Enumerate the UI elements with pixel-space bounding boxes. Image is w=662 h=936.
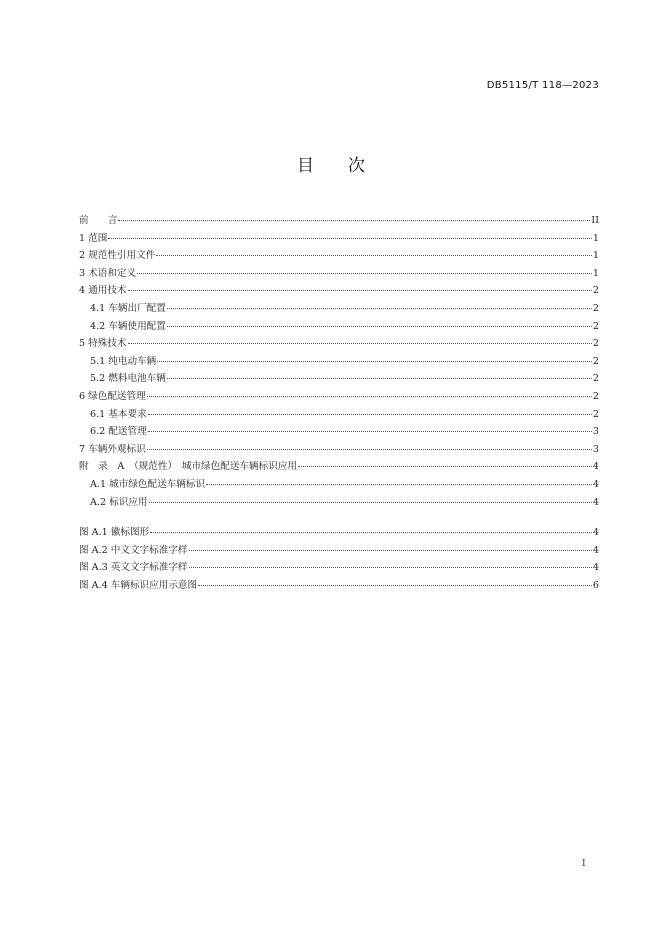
dot-leader [167, 326, 592, 327]
toc-entry-label: 4 通用技术 [79, 285, 127, 297]
toc-entry[interactable] [79, 318, 599, 336]
toc-entry[interactable] [79, 494, 599, 512]
dot-leader [148, 431, 592, 432]
figure-entry-label: 图 A.4 车辆标识应用示意图 [79, 579, 198, 591]
figure-entry-page-number: 4 [592, 562, 599, 574]
toc-entry-label: 7 车辆外观标识 [79, 443, 146, 455]
figure-list [79, 524, 599, 594]
toc-entry[interactable] [79, 388, 599, 406]
toc-entry-label: 6.1 基本要求 [90, 408, 147, 420]
dot-leader [137, 273, 592, 274]
toc-entry-page-number: 2 [592, 302, 599, 314]
page-title [0, 151, 662, 176]
figure-entry[interactable] [79, 542, 599, 560]
toc-entry[interactable] [79, 265, 599, 283]
figure-entry-page-number: 6 [592, 579, 599, 591]
toc-entry-label: 4.1 车辆出厂配置 [90, 302, 166, 314]
dot-leader [156, 255, 592, 256]
toc-entry-label: 5 特殊技术 [79, 338, 127, 350]
figure-entry-page-number: 4 [592, 527, 599, 538]
toc-entry-page-number: 4 [592, 478, 599, 490]
figure-entry-label: 图 A.1 徽标图形 [79, 527, 150, 538]
toc-entry-page-number: 2 [592, 408, 599, 420]
figure-entry[interactable] [79, 577, 599, 595]
toc-entry-page-number: 1 [592, 232, 599, 244]
toc-entry[interactable] [79, 423, 599, 441]
figure-entry-label: 图 A.3 英文文字标准字样 [79, 562, 188, 574]
toc-entry-label: 5.1 纯电动车辆 [90, 355, 157, 367]
toc-entry-page-number: 2 [592, 373, 599, 385]
toc-entry-label: 前 言 [79, 215, 118, 226]
dot-leader [149, 502, 592, 503]
dot-leader [128, 290, 592, 291]
figure-entry[interactable] [79, 524, 599, 542]
dot-leader [108, 238, 592, 239]
figure-entry-page-number: 4 [592, 544, 599, 556]
toc-entry-page-number: 4 [592, 461, 599, 473]
dot-leader [150, 532, 592, 533]
toc-entry[interactable] [79, 441, 599, 459]
toc-entry-page-number: 4 [592, 496, 599, 508]
dot-leader [189, 550, 592, 551]
toc-entry[interactable] [79, 230, 599, 248]
dot-leader [148, 414, 592, 415]
figure-entry[interactable] [79, 559, 599, 577]
toc-entry[interactable] [79, 300, 599, 318]
dot-leader [118, 220, 590, 221]
title-part-2: 次 [348, 156, 365, 176]
toc-entry[interactable] [79, 353, 599, 371]
toc-entry-label: A.2 标识应用 [90, 496, 148, 508]
toc-entry[interactable] [79, 458, 599, 476]
toc-entry-page-number: 2 [592, 390, 599, 402]
toc-entry-page-number: 3 [592, 426, 599, 438]
dot-leader [198, 585, 592, 586]
toc-entry-label: 4.2 车辆使用配置 [90, 320, 166, 332]
toc-entry-page-number: 2 [592, 338, 599, 350]
toc-entry-page-number: 1 [592, 267, 599, 279]
toc-entry[interactable] [79, 370, 599, 388]
toc-entry-page-number: 2 [592, 320, 599, 332]
toc-entry-label: 1 范围 [79, 232, 108, 244]
toc-entry-label: A.1 城市绿色配送车辆标识 [90, 478, 206, 490]
toc-entry-label: 5.2 燃料电池车辆 [90, 373, 166, 385]
toc-entry-label: 6.2 配送管理 [90, 426, 147, 438]
toc-entry-label: 3 术语和定义 [79, 267, 137, 279]
dot-leader [167, 308, 592, 309]
dot-leader [128, 343, 592, 344]
dot-leader [167, 378, 592, 379]
dot-leader [147, 396, 592, 397]
toc-entry-page-number: 3 [592, 443, 599, 455]
toc-entry-page-number: II [591, 215, 599, 226]
dot-leader [298, 466, 592, 467]
toc-entry[interactable] [79, 406, 599, 424]
toc-entry[interactable] [79, 212, 599, 230]
toc-entry[interactable] [79, 247, 599, 265]
dot-leader [157, 361, 592, 362]
toc-entry-label: 2 规范性引用文件 [79, 250, 156, 262]
standard-code: DB5115/T 118—2023 [486, 80, 599, 91]
toc-entry-page-number: 2 [592, 355, 599, 367]
toc-entry[interactable] [79, 282, 599, 300]
toc-entry-page-number: 1 [592, 250, 599, 262]
title-part-1: 目 [297, 156, 314, 176]
dot-leader [147, 449, 592, 450]
footer-page-number: I [582, 859, 586, 869]
toc-entry[interactable] [79, 476, 599, 494]
figure-entry-label: 图 A.2 中文文字标准字样 [79, 544, 188, 556]
table-of-contents [79, 212, 599, 511]
toc-entry[interactable] [79, 335, 599, 353]
dot-leader [189, 567, 592, 568]
dot-leader [206, 484, 592, 485]
toc-entry-page-number: 2 [592, 285, 599, 297]
toc-entry-label: 附 录 A （规范性） 城市绿色配送车辆标识应用 [79, 461, 297, 473]
toc-entry-label: 6 绿色配送管理 [79, 390, 146, 402]
